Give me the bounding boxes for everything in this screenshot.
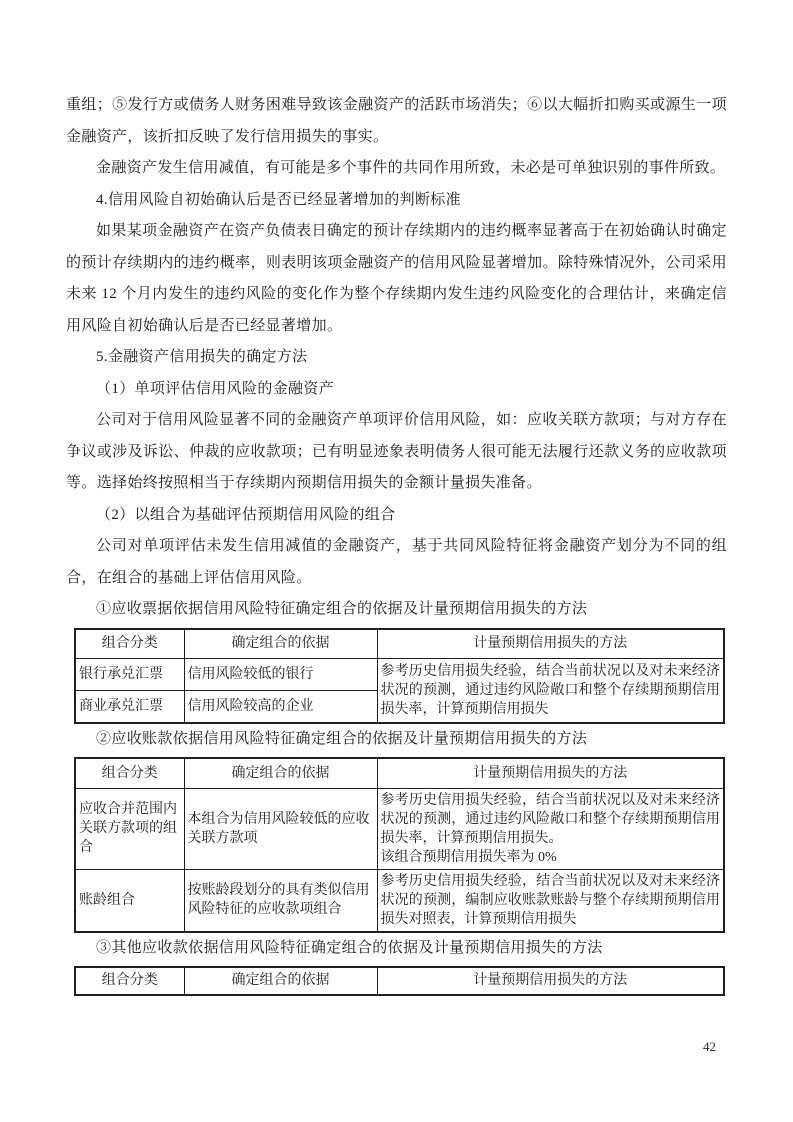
table-header-row: [75, 967, 724, 995]
subsection-heading: （1）单项评估信用风险的金融资产: [96, 380, 335, 397]
table-header-cell: 组合分类: [75, 758, 184, 788]
table-header-row: [75, 629, 724, 659]
table-header-cell: 计量预期信用损失的方法: [377, 758, 724, 788]
paragraph: 金融资产发生信用减值，有可能是多个事件的共同作用所致，未必是可单独识别的事件所致。: [96, 160, 726, 176]
section-heading: 4.信用风险自初始确认后是否已经显著增加的判断标准: [96, 191, 462, 208]
table-caption-other-receivables: ③其他应收款依据信用风险特征确定组合的依据及计量预期信用损失的方法: [96, 940, 603, 956]
table-cell-category: 应收合并范围内关联方款项的组合: [75, 788, 184, 869]
table-cell-method: [377, 788, 724, 869]
section-heading: 5.金融资产信用损失的确定方法: [96, 349, 308, 365]
table-cell-category: 账龄组合: [75, 869, 184, 932]
table-caption-notes-receivable: ①应收票据依据信用风险特征确定组合的依据及计量预期信用损失的方法: [96, 601, 588, 617]
paragraph: 公司对单项评估未发生信用减值的金融资产，基于共同风险特征将金融资产划分为不同的组合，在组合的基础上评估信用风险。: [66, 538, 727, 586]
table-row: [75, 869, 724, 932]
table-header-cell: 组合分类: [75, 967, 184, 995]
method-loss-rate-note: 该组合预期信用损失率为 0%: [380, 849, 557, 865]
table-cell-basis: 信用风险较高的企业: [184, 691, 377, 723]
other-receivables-table: [74, 966, 725, 996]
table-header-cell: 组合分类: [75, 629, 184, 659]
paragraph: 如果某项金融资产在资产负债表日确定的预计存续期内的违约概率显著高于在初始确认时确定的预计存续期内的违约概率，则表明该项金融资产的信用风险显著增加。除特殊情况外，公司采用未来 12 个月内发生的违约风险的变化作为整个存续期内发生违约风险变化的合理估计，来确定信用风险自初始确认后是否已经显著增加。: [66, 223, 727, 334]
table-header-cell: 计量预期信用损失的方法: [377, 629, 724, 659]
table-cell-method: 参考历史信用损失经验，结合当前状况以及对未来经济状况的预测，通过违约风险敞口和整个存续期预期信用损失率，计算预期信用损失: [377, 659, 724, 723]
table-row: [75, 659, 724, 691]
paragraph: 公司对于信用风险显著不同的金融资产单项评价信用风险，如：应收关联方款项；与对方存在争议或涉及诉讼、仲裁的应收款项；已有明显迹象表明债务人很可能无法履行还款义务的应收款项等。选择始终按照相当于存续期内预期信用损失的金额计量损失准备。: [66, 412, 727, 491]
subsection-heading: （2）以组合为基础评估预期信用风险的组合: [96, 506, 396, 523]
table-cell-method: [377, 869, 724, 932]
method-text: 参考历史信用损失经验，结合当前状况以及对未来经济状况的预测，编制应收账款账龄与整个存续期预期信用损失对照表，计算预期信用损失: [380, 873, 720, 927]
table-header-row: [75, 758, 724, 788]
table-cell-category: 商业承兑汇票: [75, 691, 184, 723]
table-cell-basis: 按账龄段划分的具有类似信用风险特征的应收款项组合: [184, 869, 377, 932]
table-caption-accounts-receivable: ②应收账款依据信用风险特征确定组合的依据及计量预期信用损失的方法: [96, 730, 588, 747]
table-cell-category: 银行承兑汇票: [75, 659, 184, 691]
paragraph: 重组；⑤发行方或债务人财务困难导致该金融资产的活跃市场消失；⑥以大幅折扣购买或源生一项金融资产，该折扣反映了发行信用损失的事实。: [66, 97, 727, 145]
notes-receivable-table: [74, 628, 725, 724]
table-header-cell: 确定组合的依据: [184, 967, 377, 995]
table-header-cell: 确定组合的依据: [184, 758, 377, 788]
table-header-cell: 确定组合的依据: [184, 629, 377, 659]
document-body: [66, 0, 727, 996]
table-header-cell: 计量预期信用损失的方法: [377, 967, 724, 995]
table-cell-basis: 信用风险较低的银行: [184, 659, 377, 691]
method-text: 参考历史信用损失经验，结合当前状况以及对未来经济状况的预测，通过违约风险敞口和整个存续期预期信用损失率，计算预期信用损失。: [380, 792, 720, 846]
page-number: 42: [703, 1039, 716, 1054]
accounts-receivable-table: [74, 757, 725, 933]
table-cell-basis: 本组合为信用风险较低的应收关联方款项: [184, 788, 377, 869]
table-row: [75, 788, 724, 869]
